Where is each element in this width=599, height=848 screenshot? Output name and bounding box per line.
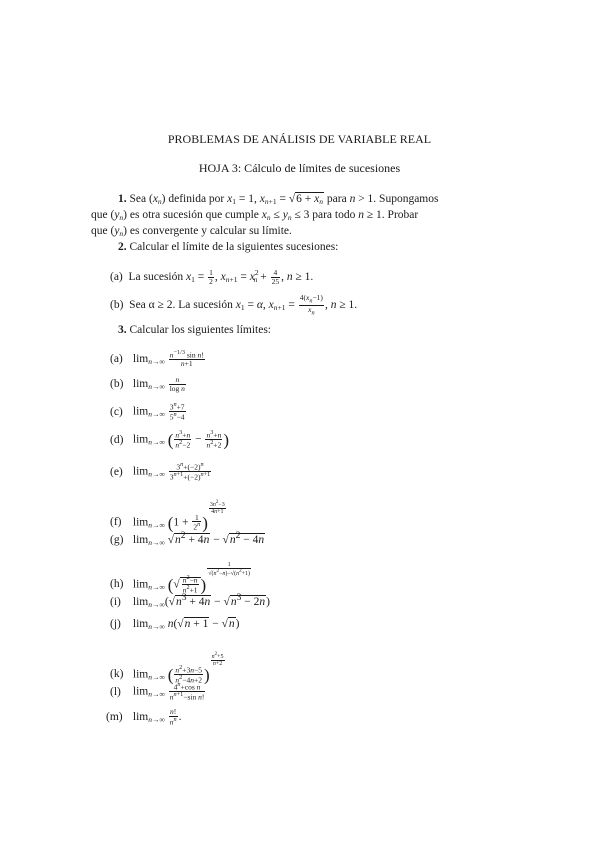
- limit-i: (i) $\lim n\to\infty(√n^3 + 4n - √n^3 - 2n)$: [110, 592, 270, 609]
- problem-1-line-2: que $(y_n)$ es otra sucesión que cumple $x_n \le y_n \le 3$ para todo n ≥ 1. Probar: [91, 209, 419, 222]
- problem-2-item-a: (a) La sucesión $x_1$ = $\frac{1}{2}$ , $x_{n+1} = x^2_n$ + $\frac{4}{25}$ , n ≥ 1.: [110, 267, 314, 286]
- limit-e: (e) limn→∞ $\frac{3^n+(-2)^n}{3^{n+1}+(-2)^{n+1}}$: [110, 461, 211, 482]
- limit-a: (a) limn→∞ $\frac{n^{-1/3} \sin n!}{n+1}$: [110, 349, 204, 369]
- limit-l: (l) limn→∞ $\frac{4^n+\cos n}{n^{n+1}-\sin n!}$: [110, 681, 205, 702]
- problem-2-heading: 2. Calcular el límite de la siguientes sucesiones:: [118, 241, 339, 253]
- problem-1-line-1: 1. Sea $(x_n)$ definida por $x_1 = 1$, $x_{n+1} = √6 + x_n$ para n > 1. Supongamos: [118, 193, 439, 206]
- page-title: PROBLEMAS DE ANÁLISIS DE VARIABLE REAL: [167, 132, 432, 146]
- problem-3-heading: 3. Calcular los siguientes límites:: [118, 324, 271, 336]
- limit-k: (k) limn→∞ ( $\frac{n^2+3n-5}{n^2-4n+2}$ ) $\frac{n^2+5}{n+2}$: [110, 652, 224, 685]
- limit-g: (g) limn→∞ $√n^2 + 4n - √n^2 - 4n$: [110, 530, 265, 547]
- limit-j: (j) limn→∞ n(√n + 1 − √n): [110, 618, 240, 631]
- limit-h: (h) limn→∞ (√ $\frac{n^2-n}{n^2+1}$ ) $\frac{1}{√(n^2-n)-√(n^2+1)}$: [110, 562, 250, 595]
- limit-f: (f) limn→∞ (1 + $\frac{1}{2^n}$ ) $\frac{3n^2-3}{4n+1}$: [110, 500, 225, 533]
- limit-b: (b) limn→∞ $\frac{n}{\text{log n}}$: [110, 375, 185, 393]
- limit-m: (m) limn→∞ $\frac{n!}{n^n}$ .: [106, 707, 182, 727]
- problem-2-item-b: (b) Sea α ≥ 2. La sucesión $x_1 = \alpha$, $x_{n+1}$ = $\frac{4(x_n-1)}{x_n}$ , n ≥ 1.: [110, 293, 358, 317]
- limit-d: (d) limn→∞ ( $\frac{n^3+n}{n^2-2}$ − $\frac{n^3+n}{n^2+2}$ ): [110, 429, 230, 450]
- problem-1-number: 1.: [118, 193, 127, 205]
- problem-1-line-3: que $(y_n)$ es convergente y calcular su límite.: [91, 225, 292, 238]
- page-subtitle: HOJA 3: Cálculo de límites de sucesiones: [198, 161, 401, 175]
- limit-c: (c) limn→∞ $\frac{3^n+7}{5^n-4}$: [110, 401, 185, 422]
